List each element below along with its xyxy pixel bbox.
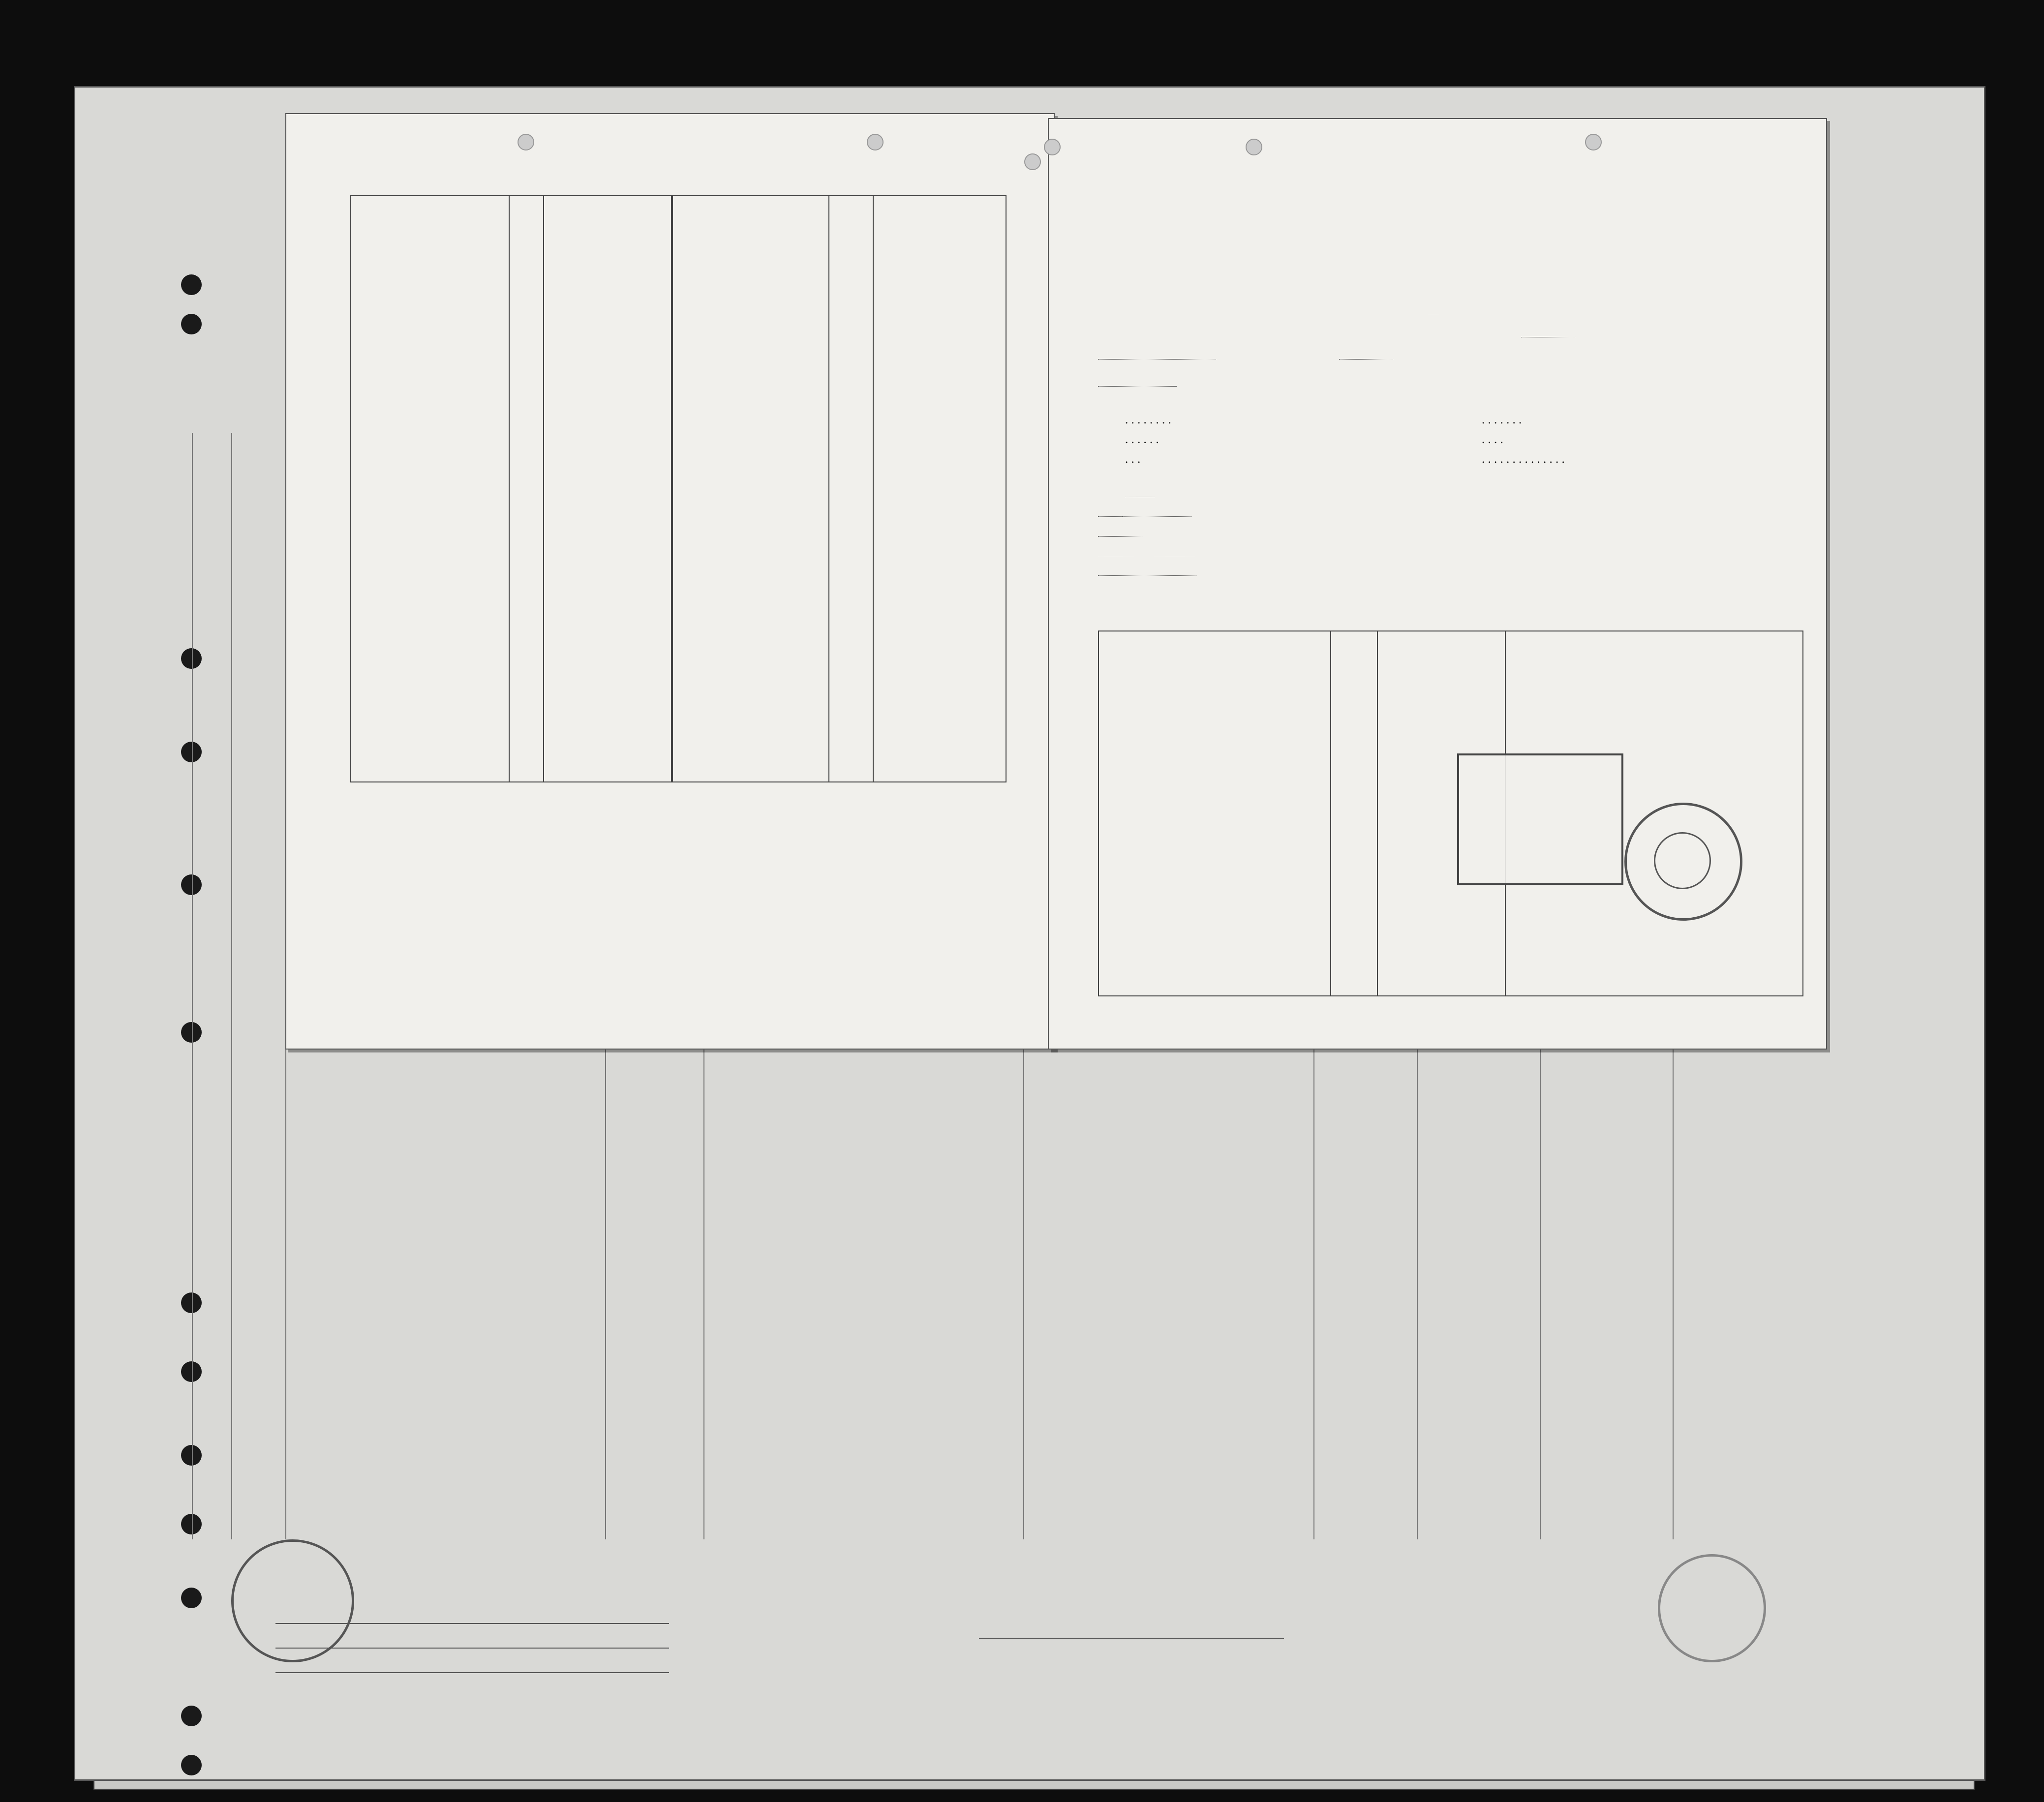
lying-value: [1123, 504, 1191, 517]
binder-hole: [181, 1292, 202, 1313]
binder-hole: [181, 648, 202, 669]
statement-page: [1048, 118, 1827, 1050]
binder-hole: [181, 1755, 202, 1775]
ss-label: [1216, 345, 1339, 359]
consignee-value: [1098, 504, 1123, 517]
arrived-value: [1125, 484, 1155, 497]
binder-hole: [181, 742, 202, 762]
date-field: [1521, 323, 1575, 337]
nationality-value: [1098, 346, 1216, 360]
signed-on-table: [350, 195, 1007, 782]
col-divider: [543, 196, 544, 781]
grid-vline: [192, 433, 193, 1539]
rule: [275, 1623, 669, 1624]
from-port-value: [1098, 373, 1177, 387]
binder-hole: [181, 314, 202, 334]
binder-hole: [181, 1588, 202, 1608]
master-line: [1098, 345, 1393, 359]
seal-stamp: [1624, 803, 1742, 921]
sail-value: [1098, 523, 1142, 537]
col1-header: [189, 305, 224, 315]
hospital-line: . . . .: [1482, 433, 1503, 446]
rule: [275, 1672, 669, 1673]
port-value: [1428, 302, 1442, 315]
binder-hole: [181, 1022, 202, 1043]
col2-header: [231, 305, 275, 315]
binder-hole: [181, 274, 202, 295]
voyage-value: [1098, 563, 1196, 576]
ship-name-value: [1339, 346, 1393, 360]
binder-hole: [181, 1514, 202, 1534]
punch-hole: [1246, 139, 1262, 155]
col-divider: [873, 196, 874, 781]
binder-hole: [181, 1361, 202, 1382]
from-port-line: [1098, 372, 1177, 386]
seal-inner: [1654, 832, 1711, 889]
col-divider: [671, 196, 673, 781]
rule: [275, 1648, 669, 1649]
voyage-line: [1098, 562, 1196, 575]
consignee-line: [1098, 503, 1191, 516]
punch-hole: [1024, 153, 1041, 170]
binder-hole: [181, 1706, 202, 1726]
signed-on-page: [285, 113, 1055, 1050]
total-date-line: . . . . . . . . . . . . . .: [1482, 452, 1565, 466]
deserted-line: . . . . . . .: [1482, 413, 1522, 426]
grid-vline: [231, 433, 232, 1539]
total-arrival-line: . . . . . . . .: [1125, 413, 1171, 426]
col-divider: [509, 196, 510, 781]
arrived-line: [1125, 483, 1194, 497]
arrived-year-prefix: [1155, 483, 1194, 496]
punch-hole: [518, 134, 534, 150]
punch-hole: [1585, 134, 1602, 150]
col-divider: [828, 196, 829, 781]
punch-hole: [867, 134, 884, 150]
sail-year-prefix: [1142, 522, 1172, 536]
rule: [979, 1638, 1284, 1639]
col-divider: [1330, 631, 1331, 995]
via-value: [1098, 543, 1206, 556]
binder-hole: [181, 874, 202, 895]
faded-stamp: [1658, 1554, 1766, 1662]
sail-line: [1098, 522, 1172, 536]
balboa-stamp: [231, 1539, 354, 1662]
binder-hole: [181, 1445, 202, 1466]
col-divider: [1377, 631, 1378, 995]
signed-on-line: . . .: [1125, 452, 1141, 466]
port-field: [1428, 301, 1442, 315]
punch-hole: [1044, 139, 1061, 155]
via-line: [1098, 542, 1206, 556]
office-received-stamp: [1457, 753, 1623, 885]
date-value: [1521, 324, 1575, 337]
discharged-line: . . . . . .: [1125, 433, 1159, 446]
